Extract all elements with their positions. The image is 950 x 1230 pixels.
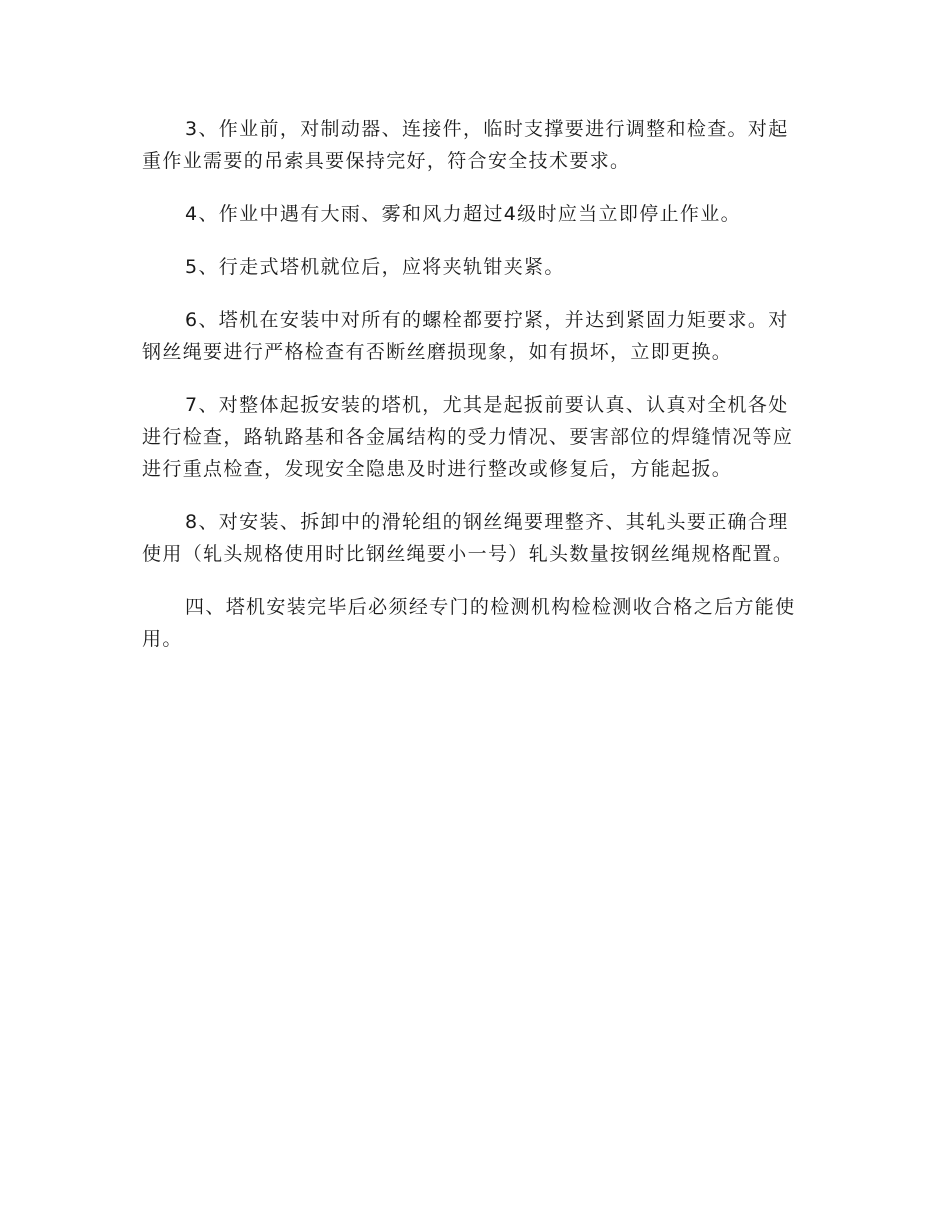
paragraph-item-5: 5、行走式塔机就位后，应将夹轨钳夹紧。 [185,256,565,278]
document-body [142,113,802,655]
paragraph-item-8: 8、对安装、拆卸中的滑轮组的钢丝绳要理整齐、其轧头要正确合理使用（轧头规格使用时比钢丝绳要小一号）轧头数量按钢丝绳规格配置。 [142,511,794,565]
section-four-paragraph: 四、塔机安装完毕后必须经专门的检测机构检检测收合格之后方能使用。 [142,596,796,650]
paragraph-item-3: 3、作业前，对制动器、连接件，临时支撑要进行调整和检查。对起重作业需要的吊索具要保持完好，符合安全技术要求。 [142,118,789,172]
paragraph-item-6: 6、塔机在安装中对所有的螺栓都要拧紧，并达到紧固力矩要求。对钢丝绳要进行严格检查有否断丝磨损现象，如有损坏，立即更换。 [142,309,789,363]
paragraph-item-4: 4、作业中遇有大雨、雾和风力超过4级时应当立即停止作业。 [185,203,741,225]
paragraph-item-7: 7、对整体起扳安装的塔机，尤其是起扳前要认真、认真对全机各处进行检查，路轨路基和各金属结构的受力情况、要害部位的焊缝情况等应进行重点检查，发现安全隐患及时进行整改或修复后，方能起扳。 [142,394,794,480]
